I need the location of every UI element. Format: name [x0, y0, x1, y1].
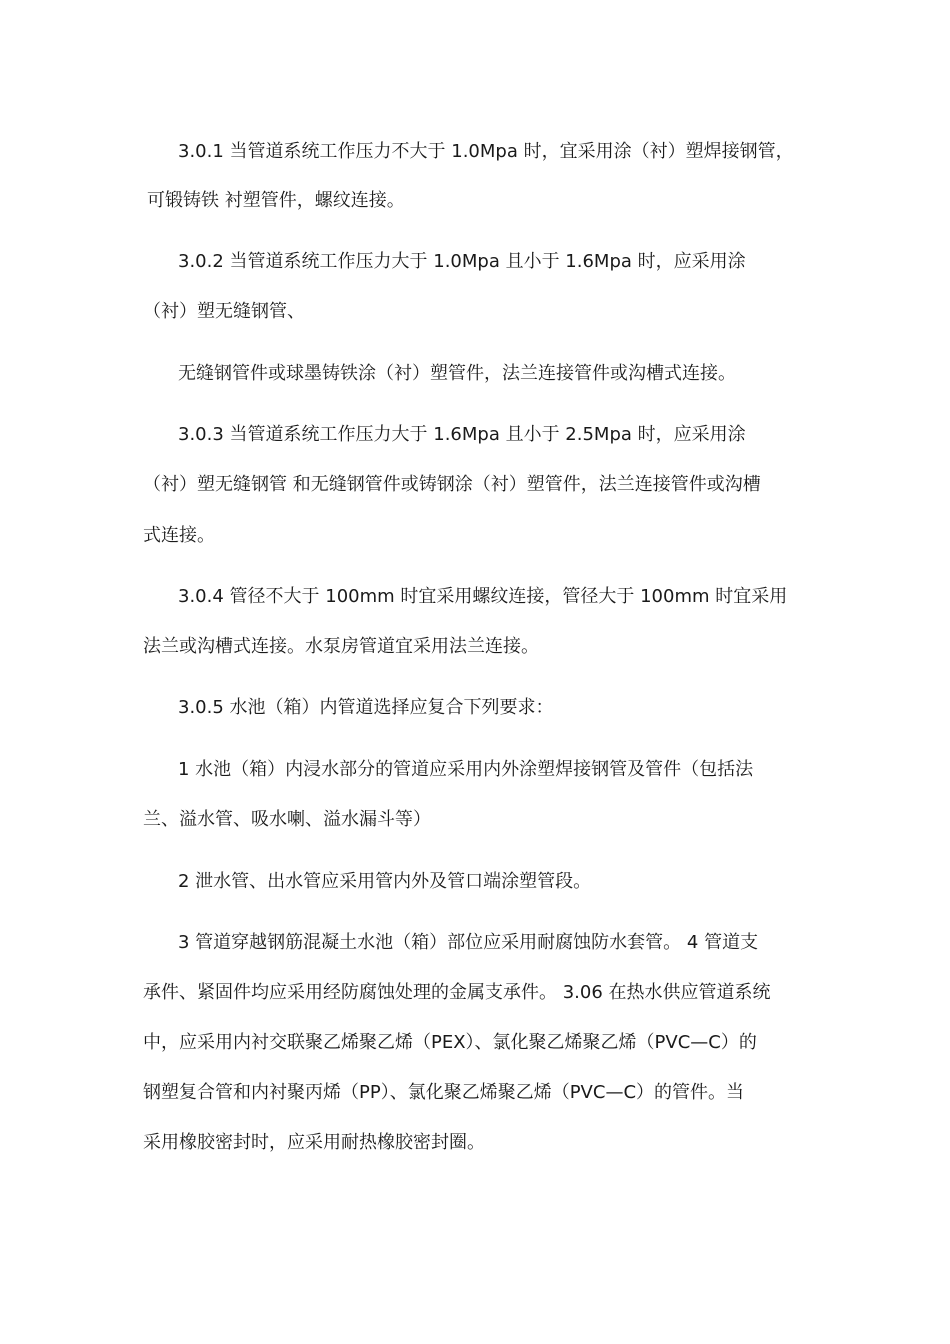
- text-line: 3.0.1 当管道系统工作压力不大于 1.0Mpa 时，宜采用涂（衬）塑焊接钢管，: [178, 141, 794, 162]
- text-line: 3.0.2 当管道系统工作压力大于 1.0Mpa 且小于 1.6Mpa 时，应采用涂: [178, 251, 746, 272]
- text-line: 3.0.3 当管道系统工作压力大于 1.6Mpa 且小于 2.5Mpa 时，应采用涂: [178, 424, 746, 445]
- text-line: （衬）塑无缝钢管 和无缝钢管件或铸钢涂（衬）塑管件，法兰连接管件或沟槽: [143, 474, 761, 495]
- text-line: 3 管道穿越钢筋混凝土水池（箱）部位应采用耐腐蚀防水套管。 4 管道支: [178, 932, 759, 953]
- text-line: 中，应采用内衬交联聚乙烯聚乙烯（PEX）、氯化聚乙烯聚乙烯（PVC—C）的: [143, 1032, 757, 1053]
- text-line: 式连接。: [143, 525, 215, 546]
- text-line: （衬）塑无缝钢管、: [143, 301, 305, 322]
- text-line: 采用橡胶密封时，应采用耐热橡胶密封圈。: [143, 1132, 485, 1153]
- text-line: 法兰或沟槽式连接。水泵房管道宜采用法兰连接。: [143, 636, 539, 657]
- text-line: 可锻铸铁 衬塑管件，螺纹连接。: [147, 190, 405, 211]
- text-line: 1 水池（箱）内浸水部分的管道应采用内外涂塑焊接钢管及管件（包括法: [178, 759, 754, 780]
- text-line: 承件、紧固件均应采用经防腐蚀处理的金属支承件。 3.06 在热水供应管道系统: [143, 982, 771, 1003]
- text-line: 2 泄水管、出水管应采用管内外及管口端涂塑管段。: [178, 871, 592, 892]
- text-line: 3.0.5 水池（箱）内管道选择应复合下列要求：: [178, 697, 554, 718]
- text-line: 兰、溢水管、吸水喇、溢水漏斗等）: [143, 809, 431, 830]
- text-line: 无缝钢管件或球墨铸铁涂（衬）塑管件，法兰连接管件或沟槽式连接。: [178, 363, 736, 384]
- text-line: 钢塑复合管和内衬聚丙烯（PP）、氯化聚乙烯聚乙烯（PVC—C）的管件。当: [143, 1082, 745, 1103]
- text-line: 3.0.4 管径不大于 100mm 时宜采用螺纹连接，管径大于 100mm 时宜采用: [178, 586, 788, 607]
